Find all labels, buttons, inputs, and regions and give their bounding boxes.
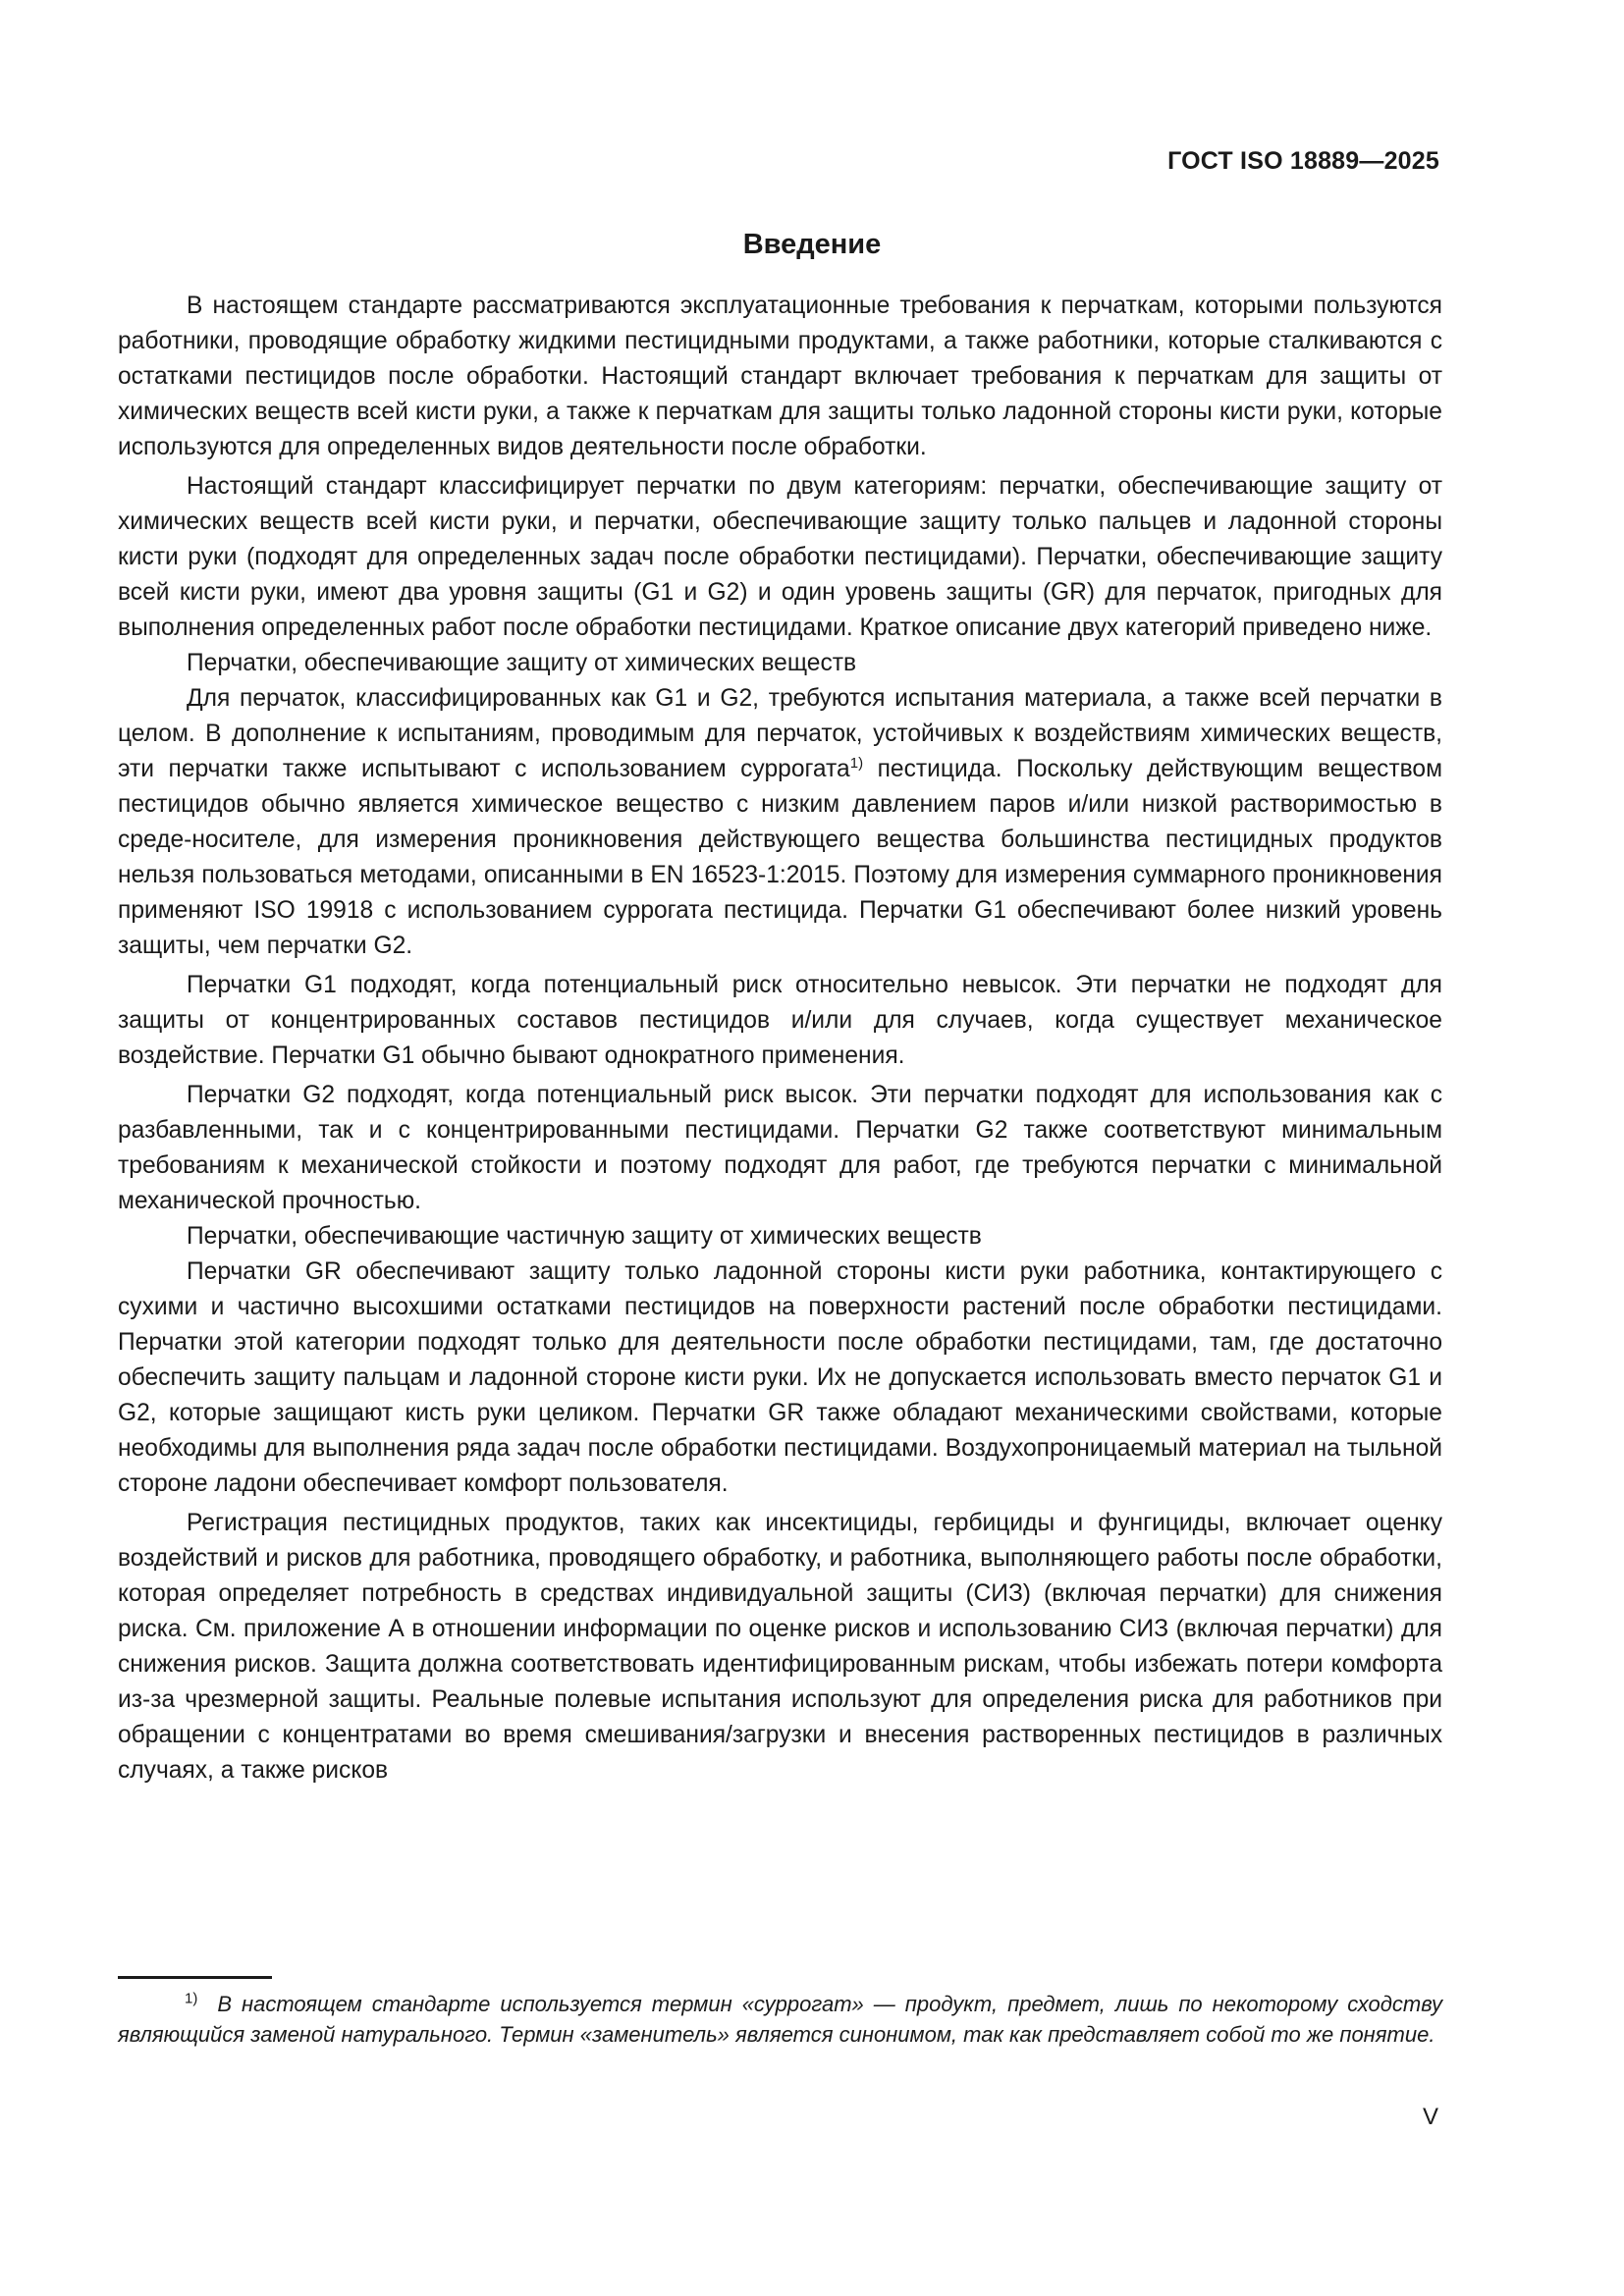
paragraph: Регистрация пестицидных продуктов, таких как инсектициды, гербициды и фунгициды, включает оценку воздействий и рисков для работника, проводящего обработку, и работника, выполняющего работы после обработки, которая определяет потребность в средствах индивидуальной защиты (СИЗ) (включая перчатки) для снижения риска. См. приложение А в отношении информации по оценке рисков и использованию СИЗ (включая перчатки) для снижения рисков. Защита должна соответствовать идентифицированным рискам, чтобы избежать потери комфорта из-за чрезмерной защиты. Реальные полевые испытания используют для определения риска для работников при обращении с концентратами во время смешивания/загрузки и внесения растворенных пестицидов в различных случаях, а также рисков (118, 1510, 1442, 1784)
subheading-paragraph: Перчатки, обеспечивающие частичную защиту от химических веществ (187, 1223, 982, 1250)
footnote-text: В настоящем стандарте используется термин «суррогат» — продукт, предмет, лишь по некоторому сходству являющийся заменой натурального. Термин «заменитель» является синонимом, так как представляет собой то же понятие. (118, 1992, 1442, 2047)
page-number: V (1422, 2104, 1438, 2130)
footnote-separator (118, 1976, 272, 1979)
footnote-reference[interactable]: 1) (849, 754, 864, 772)
document-header: ГОСТ ISO 18889—2025 (1167, 147, 1439, 175)
paragraph: Перчатки G2 подходят, когда потенциальный риск высок. Эти перчатки подходят для использования как с разбавленными, так и с концентрированными пестицидами. Перчатки G2 также соответствуют минимальным требованиям к механической стойкости и поэтому подходят для работ, где требуются перчатки с минимальной механической прочностью. (118, 1082, 1442, 1214)
subheading-paragraph: Перчатки, обеспечивающие защиту от химических веществ (187, 650, 857, 676)
section-title: Введение (742, 229, 882, 260)
footnote (118, 1989, 1442, 2050)
paragraph-part: Для перчаток, классифицированных как G1 и G2, требуются испытания материала, а также всей перчатки в целом. В дополнение к испытаниям, проводимым для перчаток, устойчивых к воздействиям химических веществ, эти перчатки также испытывают с использованием суррогата (118, 685, 1442, 782)
paragraph: Настоящий стандарт классифицирует перчатки по двум категориям: перчатки, обеспечивающие защиту от химических веществ всей кисти руки, и перчатки, обеспечивающие защиту только пальцев и ладонной стороны кисти руки (подходят для определенных задач после обработки пестицидами). Перчатки, обеспечивающие защиту всей кисти руки, имеют два уровня защиты (G1 и G2) и один уровень защиты (GR) для перчаток, пригодных для выполнения определенных работ после обработки пестицидами. Краткое описание двух категорий приведено ниже. (118, 473, 1442, 641)
paragraph-part: пестицида. Поскольку действующим веществом пестицидов обычно является химическое вещество с низким давлением паров и/или низкой растворимостью в среде-носителе, для измерения проникновения действующего вещества большинства пестицидных продуктов нельзя пользоваться методами, описанными в EN 16523-1:2015. Поэтому для измерения суммарного проникновения применяют ISO 19918 с использованием суррогата пестицида. Перчатки G1 обеспечивают более низкий уровень защиты, чем перчатки G2. (118, 756, 1442, 959)
paragraph: Перчатки GR обеспечивают защиту только ладонной стороны кисти руки работника, контактирующего с сухими и частично высохшими остатками пестицидов на поверхности растений после обработки пестицидами. Перчатки этой категории подходят только для деятельности после обработки пестицидами, там, где достаточно обеспечить защиту пальцам и ладонной стороне кисти руки. Их не допускается использовать вместо перчаток G1 и G2, которые защищают кисть руки целиком. Перчатки GR также обладают механическими свойствами, которые необходимы для выполнения ряда задач после обработки пестицидами. Воздухопроницаемый материал на тыльной стороне ладони обеспечивает комфорт пользователя. (118, 1258, 1442, 1497)
body-text (118, 289, 1442, 1789)
paragraph: Перчатки G1 подходят, когда потенциальный риск относительно невысок. Эти перчатки не подходят для защиты от концентрированных составов пестицидов и/или для случаев, когда существует механическое воздействие. Перчатки G1 обычно бывают однократного применения. (118, 972, 1442, 1069)
footnote-marker: 1) (185, 1990, 198, 2007)
paragraph: В настоящем стандарте рассматриваются эксплуатационные требования к перчаткам, которыми пользуются работники, проводящие обработку жидкими пестицидными продуктами, а также работники, которые сталкиваются с остатками пестицидов после обработки. Настоящий стандарт включает требования к перчаткам для защиты от химических веществ всей кисти руки, а также к перчаткам для защиты только ладонной стороны кисти руки, которые используются для определенных видов деятельности после обработки. (118, 293, 1442, 460)
paragraph (118, 681, 1442, 964)
